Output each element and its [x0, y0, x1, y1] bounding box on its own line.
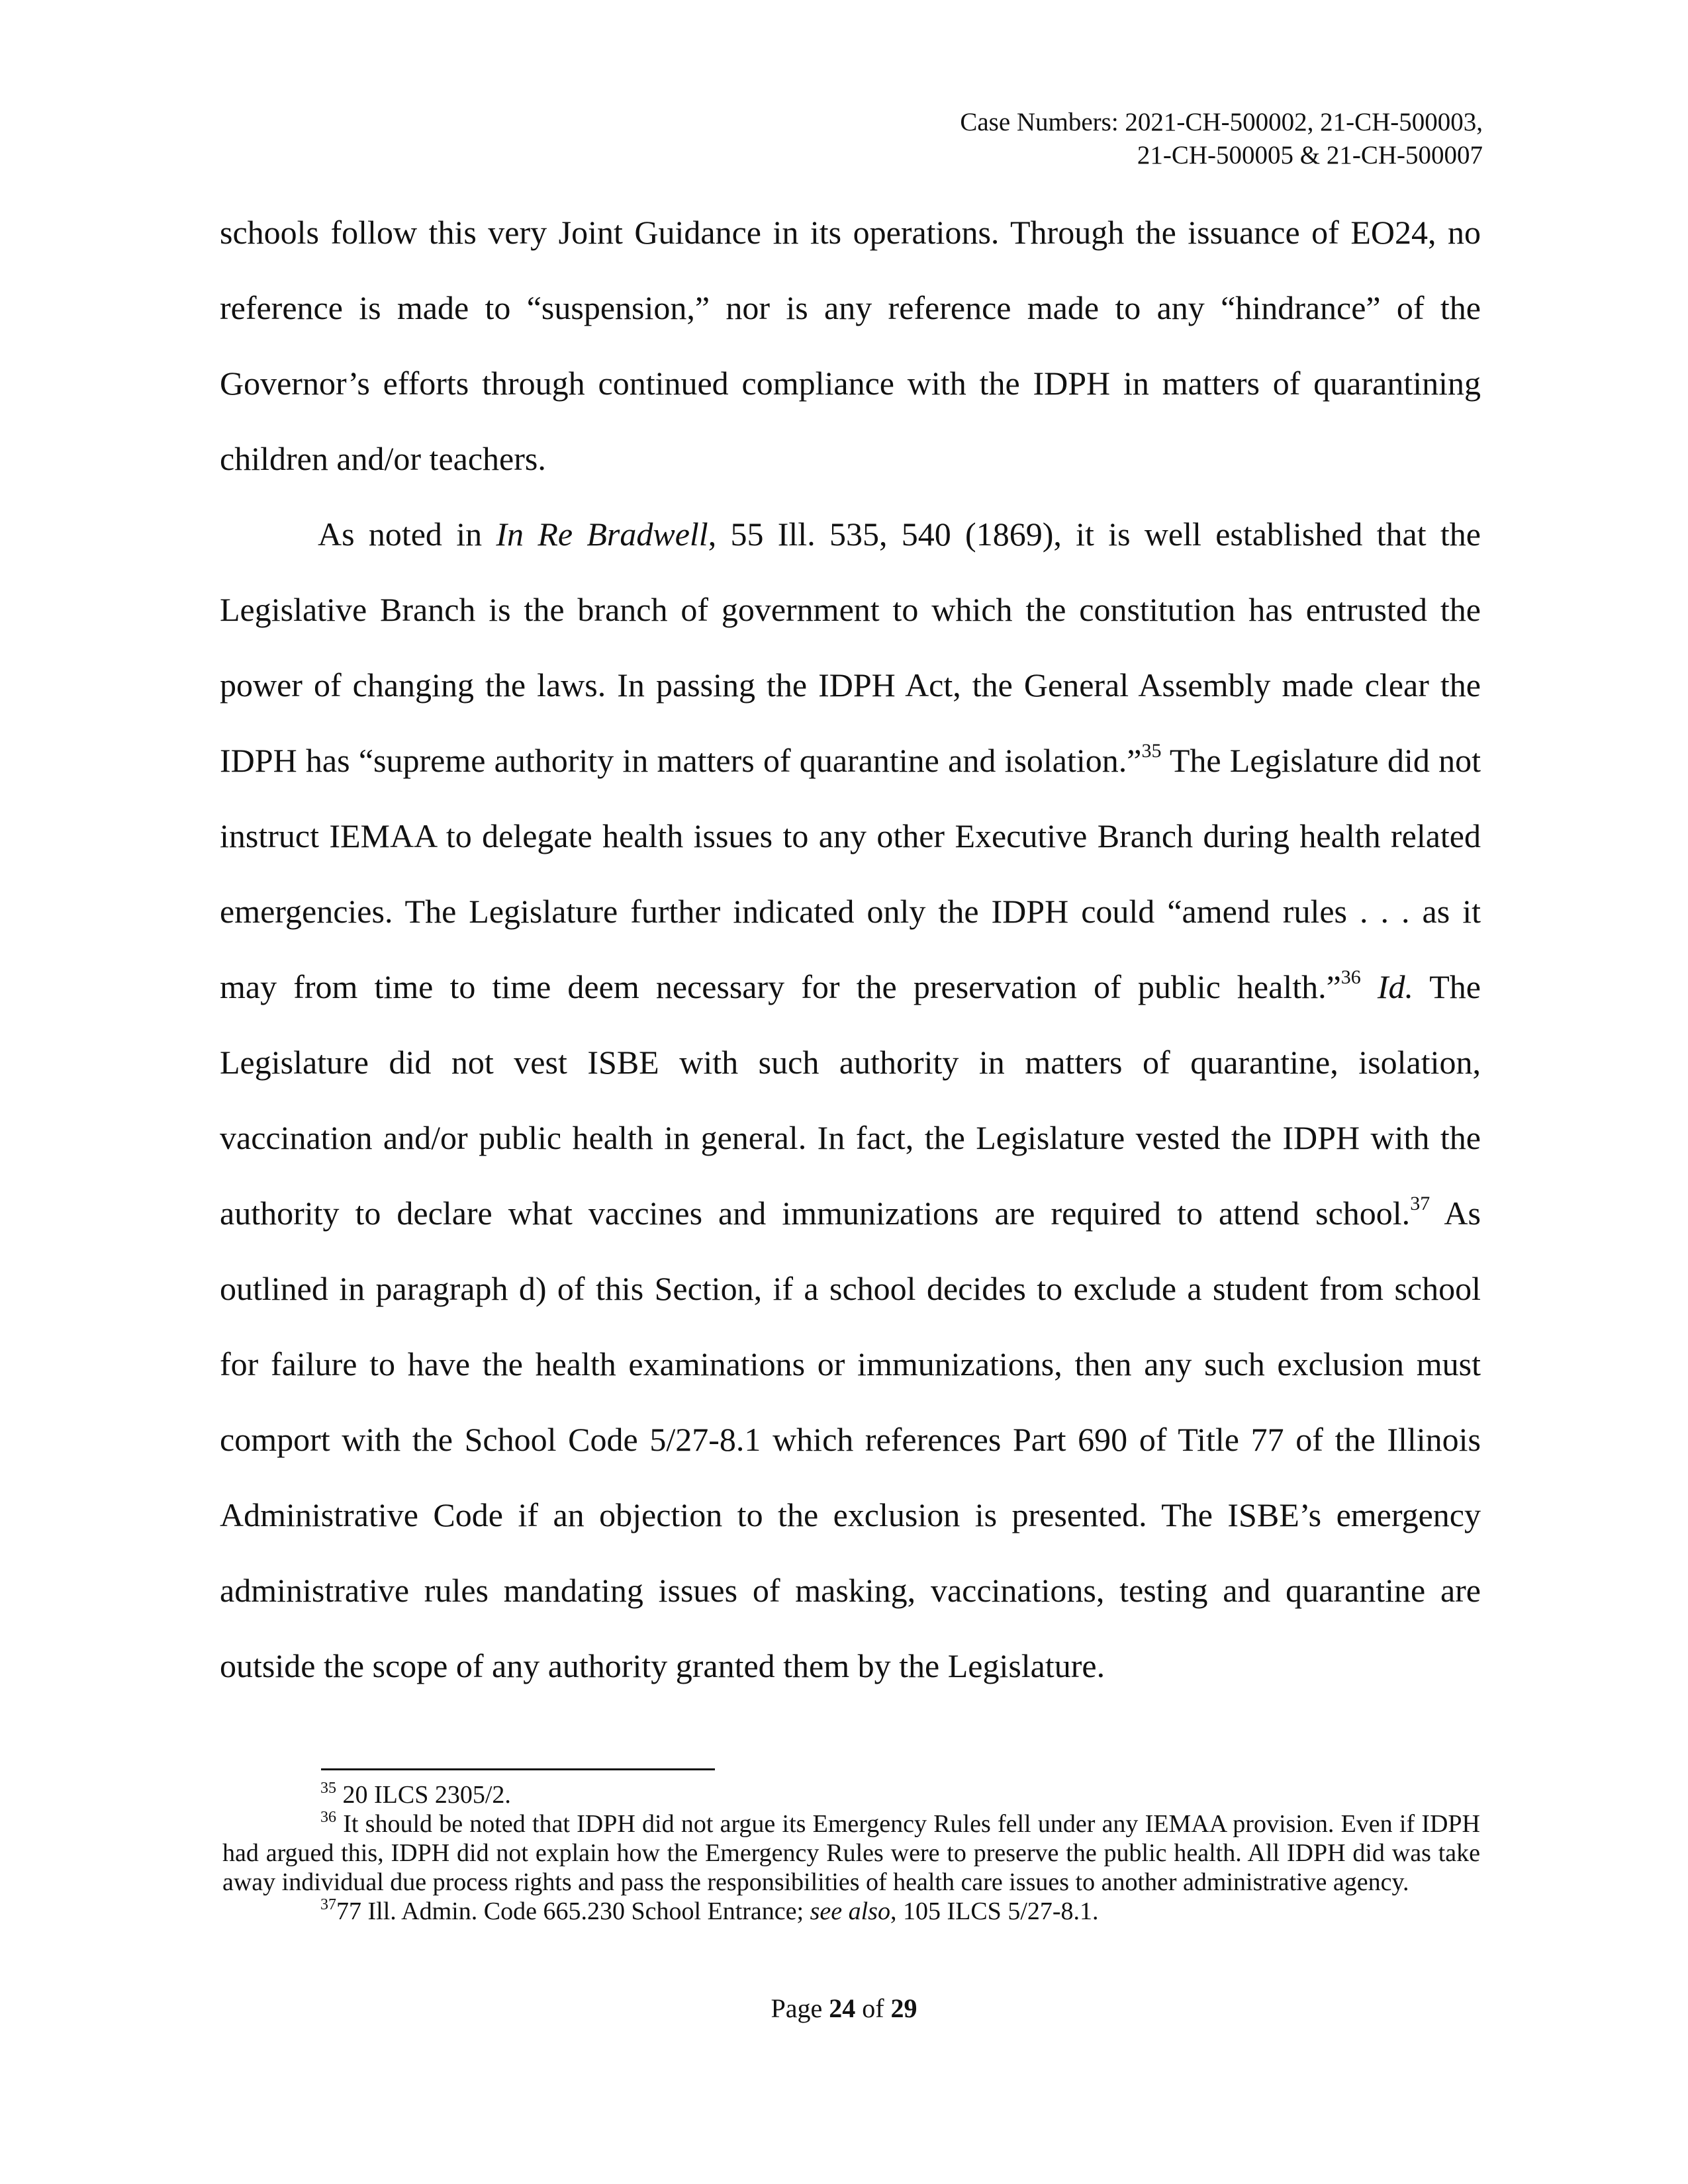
footnote-ref-35[interactable]: 35 — [1141, 740, 1162, 762]
paragraph-continued: schools follow this very Joint Guidance in its operations. Through the issuance of EO24, no reference is made to “suspension,” nor is any reference made to any “hindrance” of the Governor’s efforts through continued compliance with the IDPH in matters of quarantining children and/or teachers. — [220, 214, 1481, 477]
footnote-36 — [222, 1809, 1480, 1897]
footnote-text: , 105 ILCS 5/27-8.1. — [890, 1897, 1099, 1925]
footnote-number: 35 — [320, 1780, 336, 1797]
id-citation: Id. — [1377, 968, 1414, 1005]
paragraph-legislative-authority — [220, 496, 1481, 1704]
footnote-ref-36[interactable]: 36 — [1340, 966, 1361, 988]
text-span: The Legislature did not instruct IEMAA to delegate health issues to any other Executive Branch during health related emergencies. The Legislature further indicated only the IDPH could “amend rules . . . as it may from time to time deem necessary for the preservation of public health.” — [220, 742, 1481, 1005]
case-number-header — [960, 106, 1483, 172]
current-page-number: 24 — [829, 1993, 856, 2023]
total-page-count: 29 — [890, 1993, 917, 2023]
text-span: As noted in — [318, 516, 496, 553]
footnote-ref-37[interactable]: 37 — [1410, 1193, 1430, 1214]
case-citation: In Re Bradwell — [496, 516, 708, 553]
footnote-divider — [321, 1768, 715, 1770]
footnote-35 — [222, 1780, 1480, 1809]
text-span — [1361, 968, 1378, 1005]
text-span: , 55 Ill. 535, 540 (1869), it is well established that the Legislative Branch is the branch of government to which the constitution has entrusted the power of changing the laws. In passing the IDPH Act, the General Assembly made clear the IDPH has “supreme authority in matters of quarantine and isolation.” — [220, 516, 1481, 779]
page-number-footer — [0, 1992, 1688, 2025]
footnote-text: 20 ILCS 2305/2. — [336, 1781, 511, 1809]
text-span: As outlined in paragraph d) of this Section, if a school decides to exclude a student from school for failure to have the health examinations or immunizations, then any such exclusion must comport with the School Code 5/27-8.1 which references Part 690 of Title 77 of the Illinois Administrative Code if an objection to the exclusion is presented. The ISBE’s emergency administrative rules mandating issues of masking, vaccinations, testing and quarantine are outside the scope of any authority granted them by the Legislature. — [220, 1195, 1481, 1684]
footnote-number: 37 — [320, 1896, 336, 1913]
see-also-signal: see also — [810, 1897, 890, 1925]
footnote-37 — [222, 1897, 1480, 1926]
case-number-line-1: Case Numbers: 2021-CH-500002, 21-CH-500003, — [960, 108, 1483, 136]
case-number-line-2: 21-CH-500005 & 21-CH-500007 — [1137, 141, 1483, 169]
page-label: Page — [771, 1993, 829, 2023]
footnote-text: It should be noted that IDPH did not argue its Emergency Rules fell under any IEMAA provision. Even if IDPH had argued this, IDPH did not explain how the Emergency Rules were to preserve the public health. All IDPH did was take away individual due process rights and pass the responsibilities of health care issues to another administrative agency. — [222, 1810, 1480, 1896]
footnote-text: 77 Ill. Admin. Code 665.230 School Entrance; — [336, 1897, 810, 1925]
footnote-number: 36 — [320, 1809, 336, 1826]
footnotes — [222, 1780, 1480, 1926]
body-text — [220, 195, 1481, 1704]
of-label: of — [855, 1993, 891, 2023]
text-span: The Legislature did not vest ISBE with such authority in matters of quarantine, isolation, vaccination and/or public health in general. In fact, the Legislature vested the IDPH with the authority to declare what vaccines and immunizations are required to attend school. — [220, 968, 1481, 1232]
